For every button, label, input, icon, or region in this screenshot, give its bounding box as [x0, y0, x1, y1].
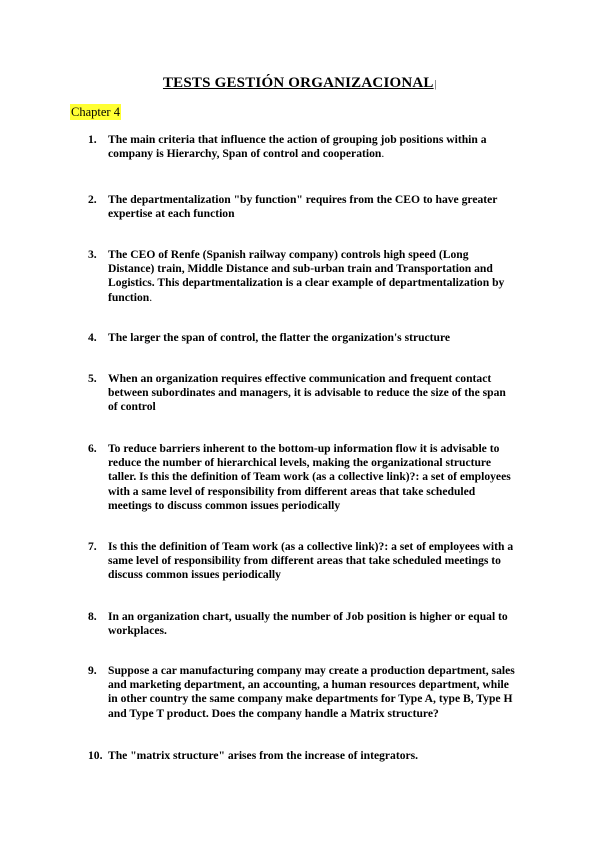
question-number: 5. [88, 372, 97, 385]
question-number: 1. [88, 133, 97, 146]
question-item-6 [88, 442, 516, 513]
question-number: 3. [88, 248, 97, 261]
question-item-2 [88, 193, 516, 221]
question-item-4 [88, 331, 516, 345]
question-tail: . [149, 290, 153, 304]
question-text: The CEO of Renfe (Spanish railway company) controls high speed (Long Distance) train, Middle Distance and sub-urban train and Transportation and Logistics. This departmentalization is a clear example of departmentalization by function [108, 248, 505, 304]
question-text: Is this the definition of Team work (as a collective link)?: a set of employees with a same level of responsibility from different areas that take scheduled meetings to discuss common issues periodically [108, 540, 514, 582]
question-number: 4. [88, 331, 97, 344]
question-number: 10. [88, 749, 103, 762]
question-text: When an organization requires effective communication and frequent contact between subordinates and managers, it is advisable to reduce the size of the span of control [108, 372, 506, 414]
question-text: The larger the span of control, the flatter the organization's structure [108, 331, 451, 344]
question-text: The "matrix structure" arises from the increase of integrators. [108, 749, 419, 762]
question-text: In an organization chart, usually the number of Job position is higher or equal to workplaces. [108, 610, 508, 638]
question-text: The departmentalization "by function" requires from the CEO to have greater expertise at each function [108, 193, 498, 221]
document-title-text: TESTS GESTIÓN ORGANIZACIONAL [162, 75, 434, 91]
chapter-heading: Chapter 4 [71, 105, 120, 119]
question-tail: . [381, 147, 385, 161]
question-item-7 [88, 540, 516, 583]
question-text: Suppose a car manufacturing company may create a production department, sales and marketing department, an accounting, a human resources department, while in other country the same company make departments for Type A, type B, Type H and Type T product. Does the company handle a Matrix structure? [108, 664, 515, 720]
question-number: 2. [88, 193, 97, 206]
question-number: 6. [88, 442, 97, 455]
question-text: The main criteria that influence the action of grouping job positions within a company is Hierarchy, Span of control and cooperation [108, 133, 487, 161]
question-item-8 [88, 610, 516, 638]
question-item-10 [88, 749, 516, 763]
text-cursor-icon: | [434, 78, 438, 90]
question-item-5 [88, 372, 516, 415]
document-title [0, 75, 600, 92]
question-text: To reduce barriers inherent to the bottom-up information flow it is advisable to reduce the number of hierarchical levels, making the organizational structure taller. Is this the definition of Team work (as a collective link)?: a set of employees with a same level of responsibility from different areas that take scheduled meetings to discuss common issues periodically [108, 442, 511, 512]
question-number: 8. [88, 610, 97, 623]
question-number: 7. [88, 540, 97, 553]
question-item-1 [88, 133, 516, 161]
question-item-9 [88, 664, 516, 721]
question-number: 9. [88, 664, 97, 677]
question-item-3 [88, 248, 516, 305]
